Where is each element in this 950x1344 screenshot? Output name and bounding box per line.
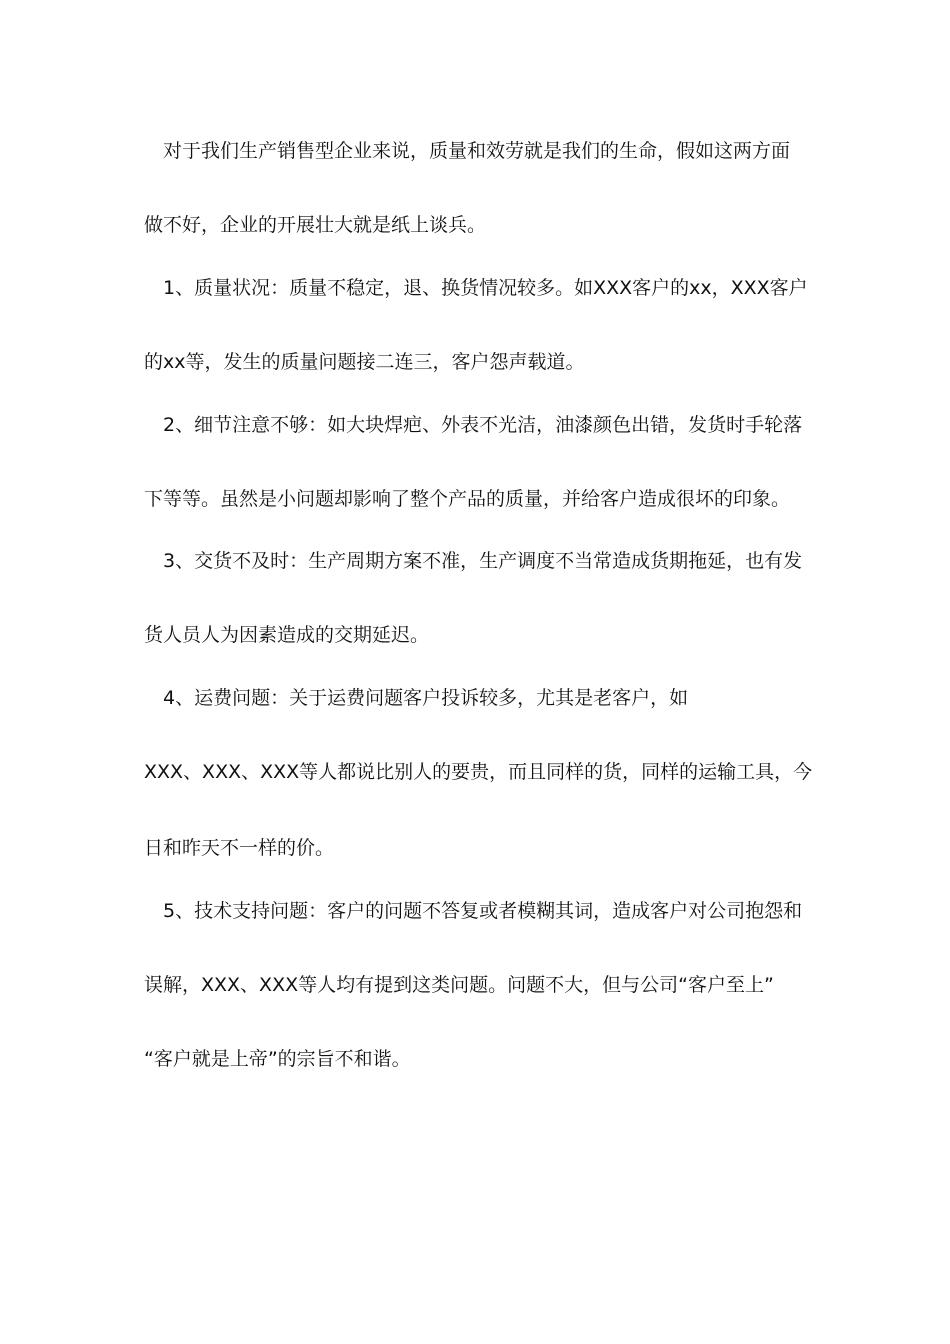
paragraph-intro-line-2: 做不好，企业的开展壮大就是纸上谈兵。 — [144, 214, 487, 236]
paragraph-intro-line-1: 对于我们生产销售型企业来说，质量和效劳就是我们的生命，假如这两方面 — [163, 140, 791, 162]
item-4-line-3: 日和昨天不一样的价。 — [144, 837, 335, 859]
item-2-line-1: 2、细节注意不够：如大块焊疤、外表不光洁，油漆颜色出错，发货时手轮落 — [163, 414, 803, 436]
item-1-line-2: 的xx等，发生的质量问题接二连三，客户怨声载道。 — [144, 351, 585, 373]
item-5-line-1: 5、技术支持问题：客户的问题不答复或者模糊其词，造成客户对公司抱怨和 — [163, 900, 803, 922]
item-4-line-1: 4、运费问题：关于运费问题客户投诉较多，尤其是老客户，如 — [163, 687, 689, 709]
item-3-line-2: 货人员人为因素造成的交期延迟。 — [144, 624, 430, 646]
item-3-line-1: 3、交货不及时：生产周期方案不准，生产调度不当常造成货期拖延，也有发 — [163, 550, 803, 572]
item-5-line-3: “客户就是上帝”的宗旨不和谐。 — [144, 1048, 411, 1070]
item-4-line-2: XXX、XXX、XXX等人都说比别人的要贵，而且同样的货，同样的运输工具，今 — [144, 761, 813, 783]
item-2-line-2: 下等等。虽然是小问题却影响了整个产品的质量，并给客户造成很坏的印象。 — [144, 488, 791, 510]
item-5-line-2: 误解，XXX、XXX等人均有提到这类问题。问题不大，但与公司“客户至上” — [144, 974, 774, 996]
item-1-line-1: 1、质量状况：质量不稳定，退、换货情况较多。如XXX客户的xx，XXX客户 — [163, 277, 808, 299]
